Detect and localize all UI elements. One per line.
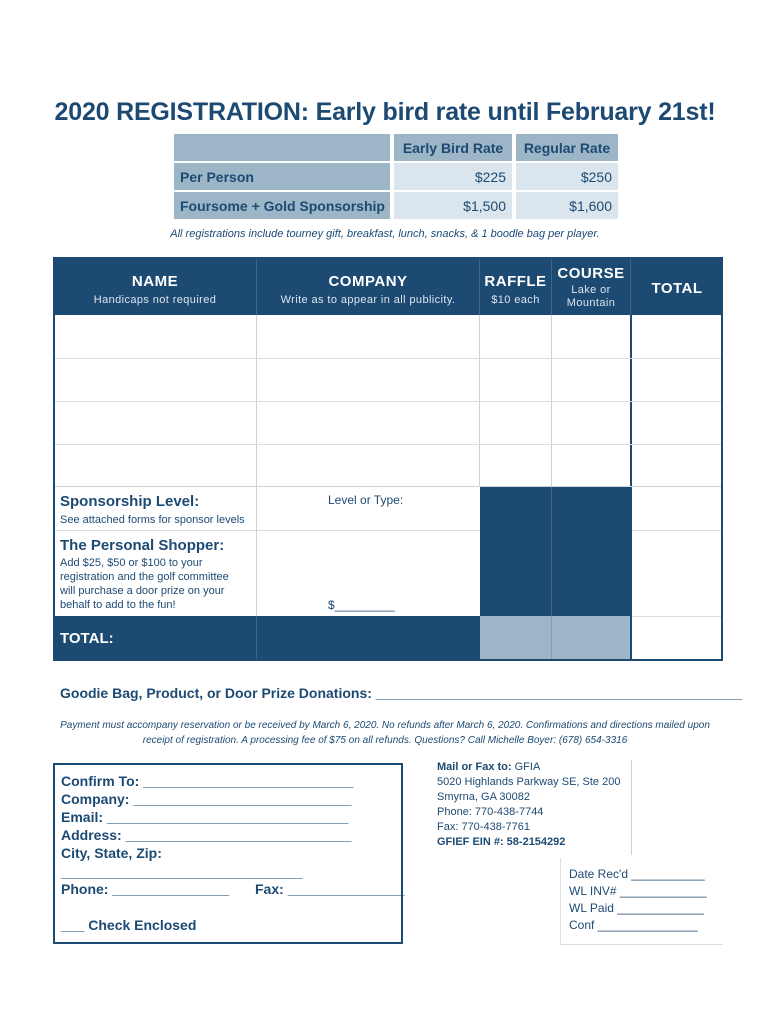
rate-table-corner — [174, 134, 390, 161]
mail-info — [430, 760, 632, 855]
mail-fax: Fax: 770-438-7761 — [437, 821, 530, 833]
city-state-zip-line[interactable]: _______________________________ — [61, 864, 303, 880]
check-enclosed-field[interactable]: ___ Check Enclosed — [61, 917, 197, 933]
sponsorship-level-label: Level or Type: — [328, 493, 404, 507]
date-received: Date Rec'd ___________ — [569, 867, 705, 881]
shopper-line-2: registration and the golf committee — [60, 571, 229, 583]
shopper-line-3: will purchase a door prize on your — [60, 585, 225, 597]
name-header-title: NAME — [131, 273, 179, 290]
shopper-amount: $_________ — [328, 598, 395, 612]
payment-line-1: Payment must accompany reservation or be received by March 6, 2020. No refunds after March 6, 2020. Confirmations and directions mailed upon — [60, 720, 710, 731]
office-use-box — [560, 858, 723, 945]
company-header-sub: Write as to appear in all publicity. — [280, 294, 456, 306]
raffle-header-title: RAFFLE — [484, 273, 547, 290]
sponsorship-title: Sponsorship Level: — [60, 493, 200, 510]
confirm-box — [53, 763, 403, 944]
company-field[interactable]: Company: ____________________________ — [61, 791, 352, 807]
rate-note: All registrations include tourney gift, breakfast, lunch, snacks, & 1 boodle bag per player. — [170, 228, 600, 240]
phone-field[interactable]: Phone: _______________ — [61, 881, 230, 897]
per-person-regular: $250 — [512, 161, 618, 190]
course-header-title: COURSE — [557, 265, 625, 282]
registration-grid — [53, 257, 723, 661]
foursome-regular: $1,600 — [512, 190, 618, 219]
city-state-zip-field[interactable]: City, State, Zip: — [61, 845, 162, 861]
per-person-early: $225 — [390, 161, 512, 190]
shopper-line-1: Add $25, $50 or $100 to your — [60, 557, 203, 569]
foursome-early: $1,500 — [390, 190, 512, 219]
shopper-title: The Personal Shopper: — [60, 537, 225, 554]
total-label: TOTAL: — [60, 630, 114, 647]
course-header-sub1: Lake or — [571, 284, 611, 296]
fax-field[interactable]: Fax: _______________ — [255, 881, 405, 897]
course-header-sub2: Mountain — [566, 297, 616, 309]
rate-table — [174, 134, 618, 219]
regular-rate-header: Regular Rate — [512, 134, 618, 161]
sponsorship-sub: See attached forms for sponsor levels — [60, 514, 245, 526]
raffle-header-sub: $10 each — [491, 294, 540, 306]
mail-street: 5020 Highlands Parkway SE, Ste 200 — [437, 776, 621, 788]
mail-phone: Phone: 770-438-7744 — [437, 806, 544, 818]
wl-paid: WL Paid _____________ — [569, 901, 704, 915]
email-field[interactable]: Email: _______________________________ — [61, 809, 349, 825]
company-header-title: COMPANY — [328, 273, 408, 290]
donations-line: Goodie Bag, Product, or Door Prize Donations: _______________________________________________ — [60, 685, 742, 701]
conf: Conf _______________ — [569, 918, 698, 932]
mail-label-line — [430, 760, 631, 775]
payment-line-2: receipt of registration. A processing fee of $75 on all refunds. Questions? Call Michelle Boyer: (678) 654-3316 — [142, 735, 628, 746]
mail-city: Smyrna, GA 30082 — [437, 791, 530, 803]
total-header-title: TOTAL — [651, 280, 703, 297]
mail-label: Mail or Fax to: — [437, 761, 512, 773]
address-field[interactable]: Address: _____________________________ — [61, 827, 352, 843]
per-person-label: Per Person — [174, 161, 390, 190]
mail-org: GFIA — [514, 761, 541, 773]
shopper-line-4: behalf to add to the fun! — [60, 599, 176, 611]
early-bird-header: Early Bird Rate — [390, 134, 512, 161]
wl-invoice: WL INV# _____________ — [569, 884, 707, 898]
confirm-to-field[interactable]: Confirm To: ___________________________ — [61, 773, 354, 789]
payment-terms — [52, 718, 718, 748]
name-header-sub: Handicaps not required — [93, 294, 217, 306]
page-title: 2020 REGISTRATION: Early bird rate until February 21st! — [54, 98, 716, 126]
foursome-label: Foursome + Gold Sponsorship — [174, 190, 390, 219]
mail-ein: GFIEF EIN #: 58-2154292 — [437, 836, 566, 848]
